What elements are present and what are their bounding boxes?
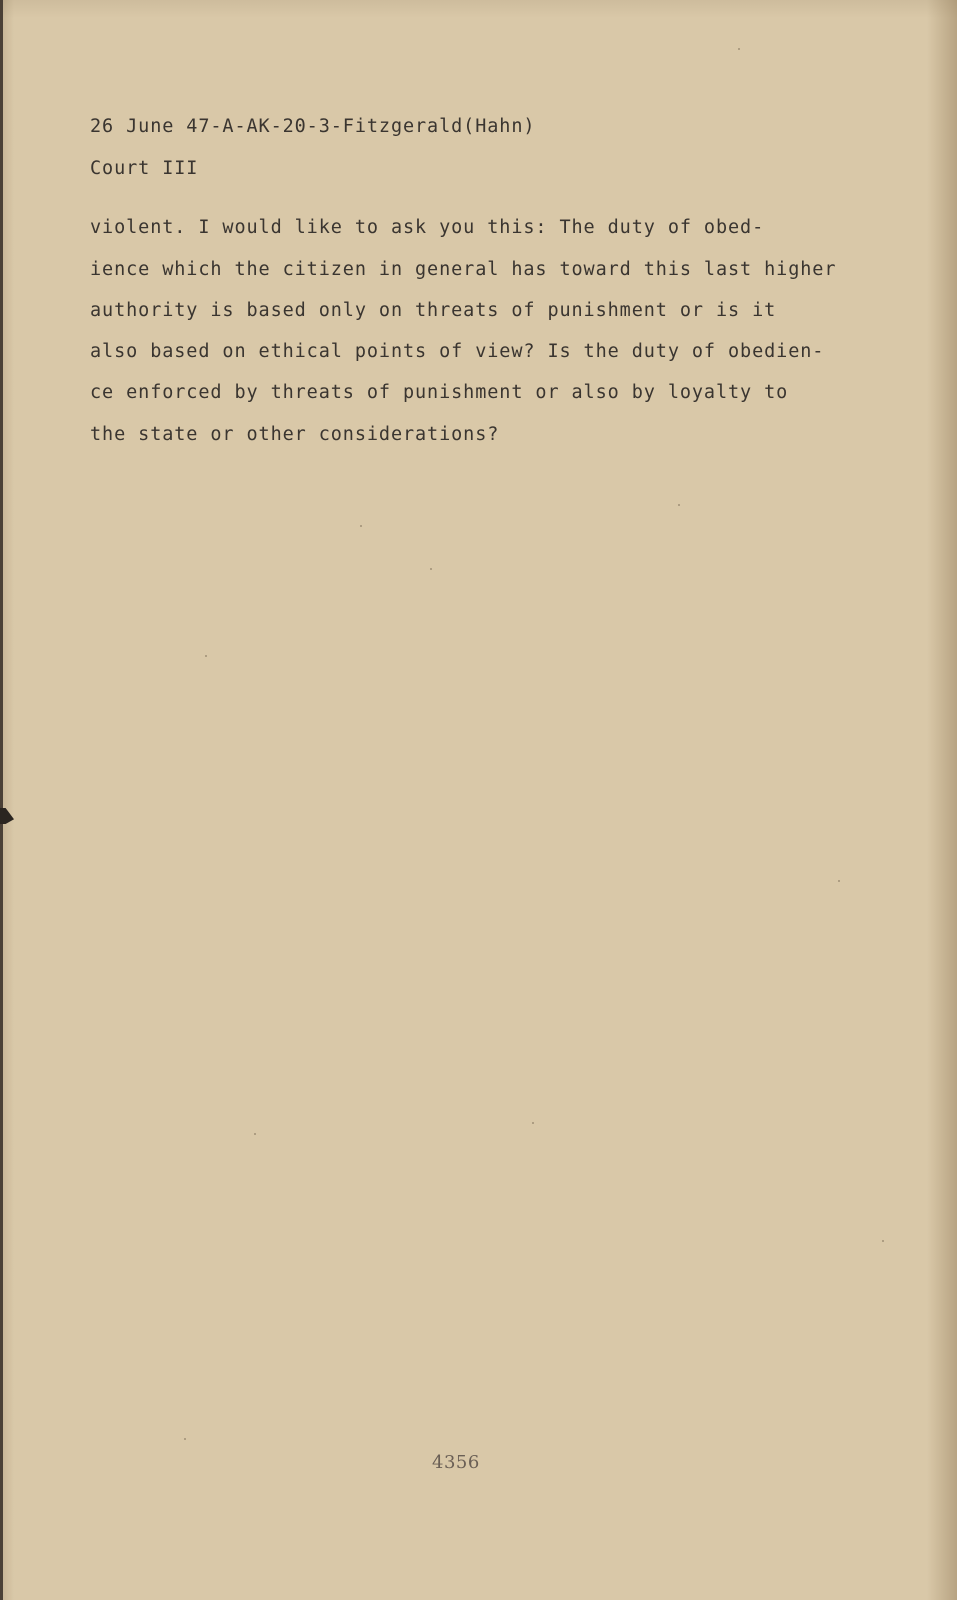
paper-speck	[430, 568, 432, 570]
body-line: ience which the citizen in general has toward this last higher	[90, 259, 837, 280]
page-left-edge	[0, 0, 3, 1600]
paper-speck	[184, 1438, 186, 1440]
paper-speck	[360, 525, 362, 527]
document-header: 26 June 47-A-AK-20-3-Fitzgerald(Hahn)	[90, 116, 536, 137]
body-line: authority is based only on threats of punishment or is it	[90, 300, 777, 321]
body-line: the state or other considerations?	[90, 424, 500, 445]
paper-speck	[205, 655, 207, 657]
binding-clip-mark	[0, 808, 14, 824]
body-line: violent. I would like to ask you this: The duty of obed-	[90, 217, 765, 238]
body-line: also based on ethical points of view? Is the duty of obedien-	[90, 341, 825, 362]
paper-speck	[532, 1122, 534, 1124]
page-number: 4356	[432, 1452, 480, 1473]
paper-speck	[254, 1133, 256, 1135]
paper-speck	[882, 1240, 884, 1242]
paper-speck	[738, 48, 740, 50]
paper-speck	[678, 504, 680, 506]
court-label: Court III	[90, 158, 199, 179]
paper-speck	[838, 880, 840, 882]
body-line: ce enforced by threats of punishment or also by loyalty to	[90, 382, 789, 403]
